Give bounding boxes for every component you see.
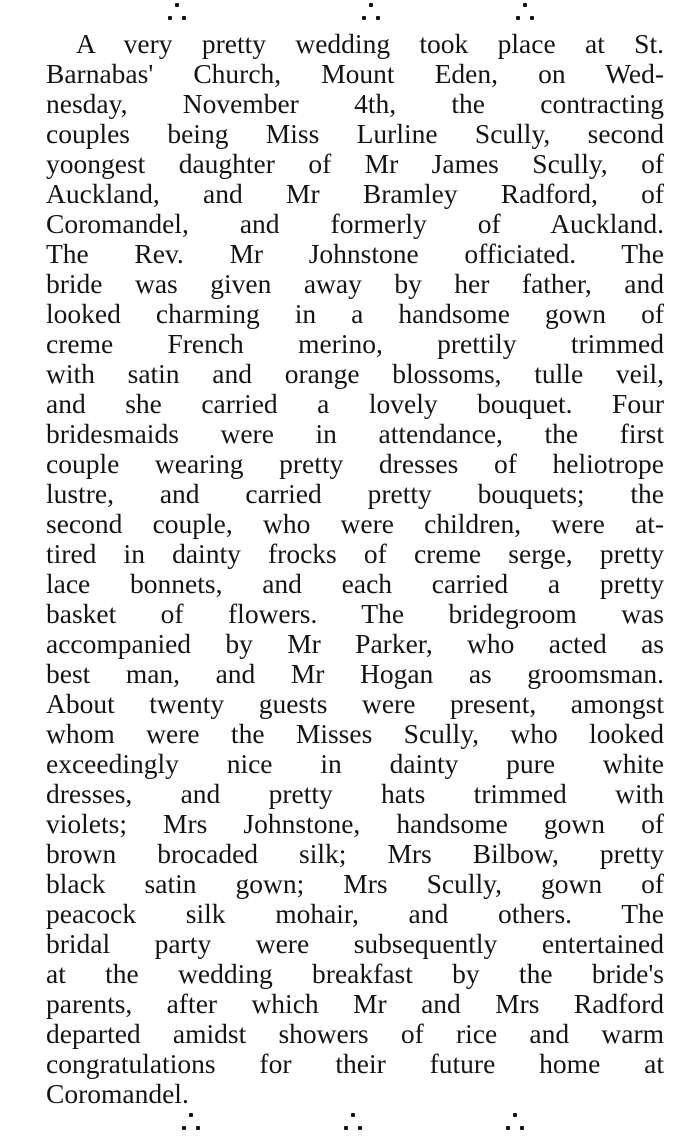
- article-line: lace bonnets, and each carried a pretty: [46, 568, 664, 599]
- article-line: dresses, and pretty hats trimmed with: [46, 778, 664, 809]
- article-line: best man, and Mr Hogan as groomsman.: [46, 658, 664, 689]
- article-line: with satin and orange blossoms, tulle veil,: [46, 358, 664, 389]
- article-line: violets; Mrs Johnstone, handsome gown of: [46, 808, 664, 839]
- article-line: at the wedding breakfast by the bride's: [46, 958, 664, 989]
- article-line: Coromandel, and formerly of Auckland.: [46, 208, 664, 239]
- article-line: congratulations for their future home at: [46, 1048, 664, 1079]
- article-line: couples being Miss Lurline Scully, second: [46, 118, 664, 149]
- article-line: About twenty guests were present, amongst: [46, 688, 664, 719]
- article-line: Auckland, and Mr Bramley Radford, of: [46, 178, 664, 209]
- article-line: whom were the Misses Scully, who looked: [46, 718, 664, 749]
- article-line: second couple, who were children, were at-: [46, 508, 664, 539]
- dinkus-ornament: [180, 1112, 204, 1134]
- wedding-article: [46, 29, 664, 1109]
- dinkus-ornament: [504, 1112, 528, 1134]
- dinkus-ornament: [514, 2, 538, 24]
- article-line: yoongest daughter of Mr James Scully, of: [46, 148, 664, 179]
- article-line: bridesmaids were in attendance, the first: [46, 418, 664, 449]
- article-line: and she carried a lovely bouquet. Four: [46, 388, 664, 419]
- article-line: looked charming in a handsome gown of: [46, 298, 664, 329]
- article-line: creme French merino, prettily trimmed: [46, 328, 664, 359]
- article-line: peacock silk mohair, and others. The: [46, 898, 664, 929]
- article-line: basket of flowers. The bridegroom was: [46, 598, 664, 629]
- article-line: A very pretty wedding took place at St.: [76, 28, 664, 59]
- article-line: accompanied by Mr Parker, who acted as: [46, 628, 664, 659]
- article-line: Coromandel.: [46, 1078, 189, 1109]
- article-line: exceedingly nice in dainty pure white: [46, 748, 664, 779]
- article-line: brown brocaded silk; Mrs Bilbow, pretty: [46, 838, 664, 869]
- dinkus-ornament: [342, 1112, 366, 1134]
- dinkus-ornament: [360, 2, 384, 24]
- article-line: The Rev. Mr Johnstone officiated. The: [46, 238, 664, 269]
- bottom-dinkus-divider: [0, 1108, 700, 1138]
- dinkus-ornament: [166, 2, 190, 24]
- article-line: Barnabas' Church, Mount Eden, on Wed-: [46, 58, 664, 89]
- article-line: bridal party were subsequently entertained: [46, 928, 664, 959]
- article-line: parents, after which Mr and Mrs Radford: [46, 988, 664, 1019]
- article-line: nesday, November 4th, the contracting: [46, 88, 664, 119]
- article-line: departed amidst showers of rice and warm: [46, 1018, 664, 1049]
- article-line: bride was given away by her father, and: [46, 268, 664, 299]
- article-line: couple wearing pretty dresses of heliotrope: [46, 448, 664, 479]
- top-dinkus-divider: [0, 0, 700, 30]
- article-line: tired in dainty frocks of creme serge, pretty: [46, 538, 664, 569]
- article-line: black satin gown; Mrs Scully, gown of: [46, 868, 664, 899]
- article-line: lustre, and carried pretty bouquets; the: [46, 478, 664, 509]
